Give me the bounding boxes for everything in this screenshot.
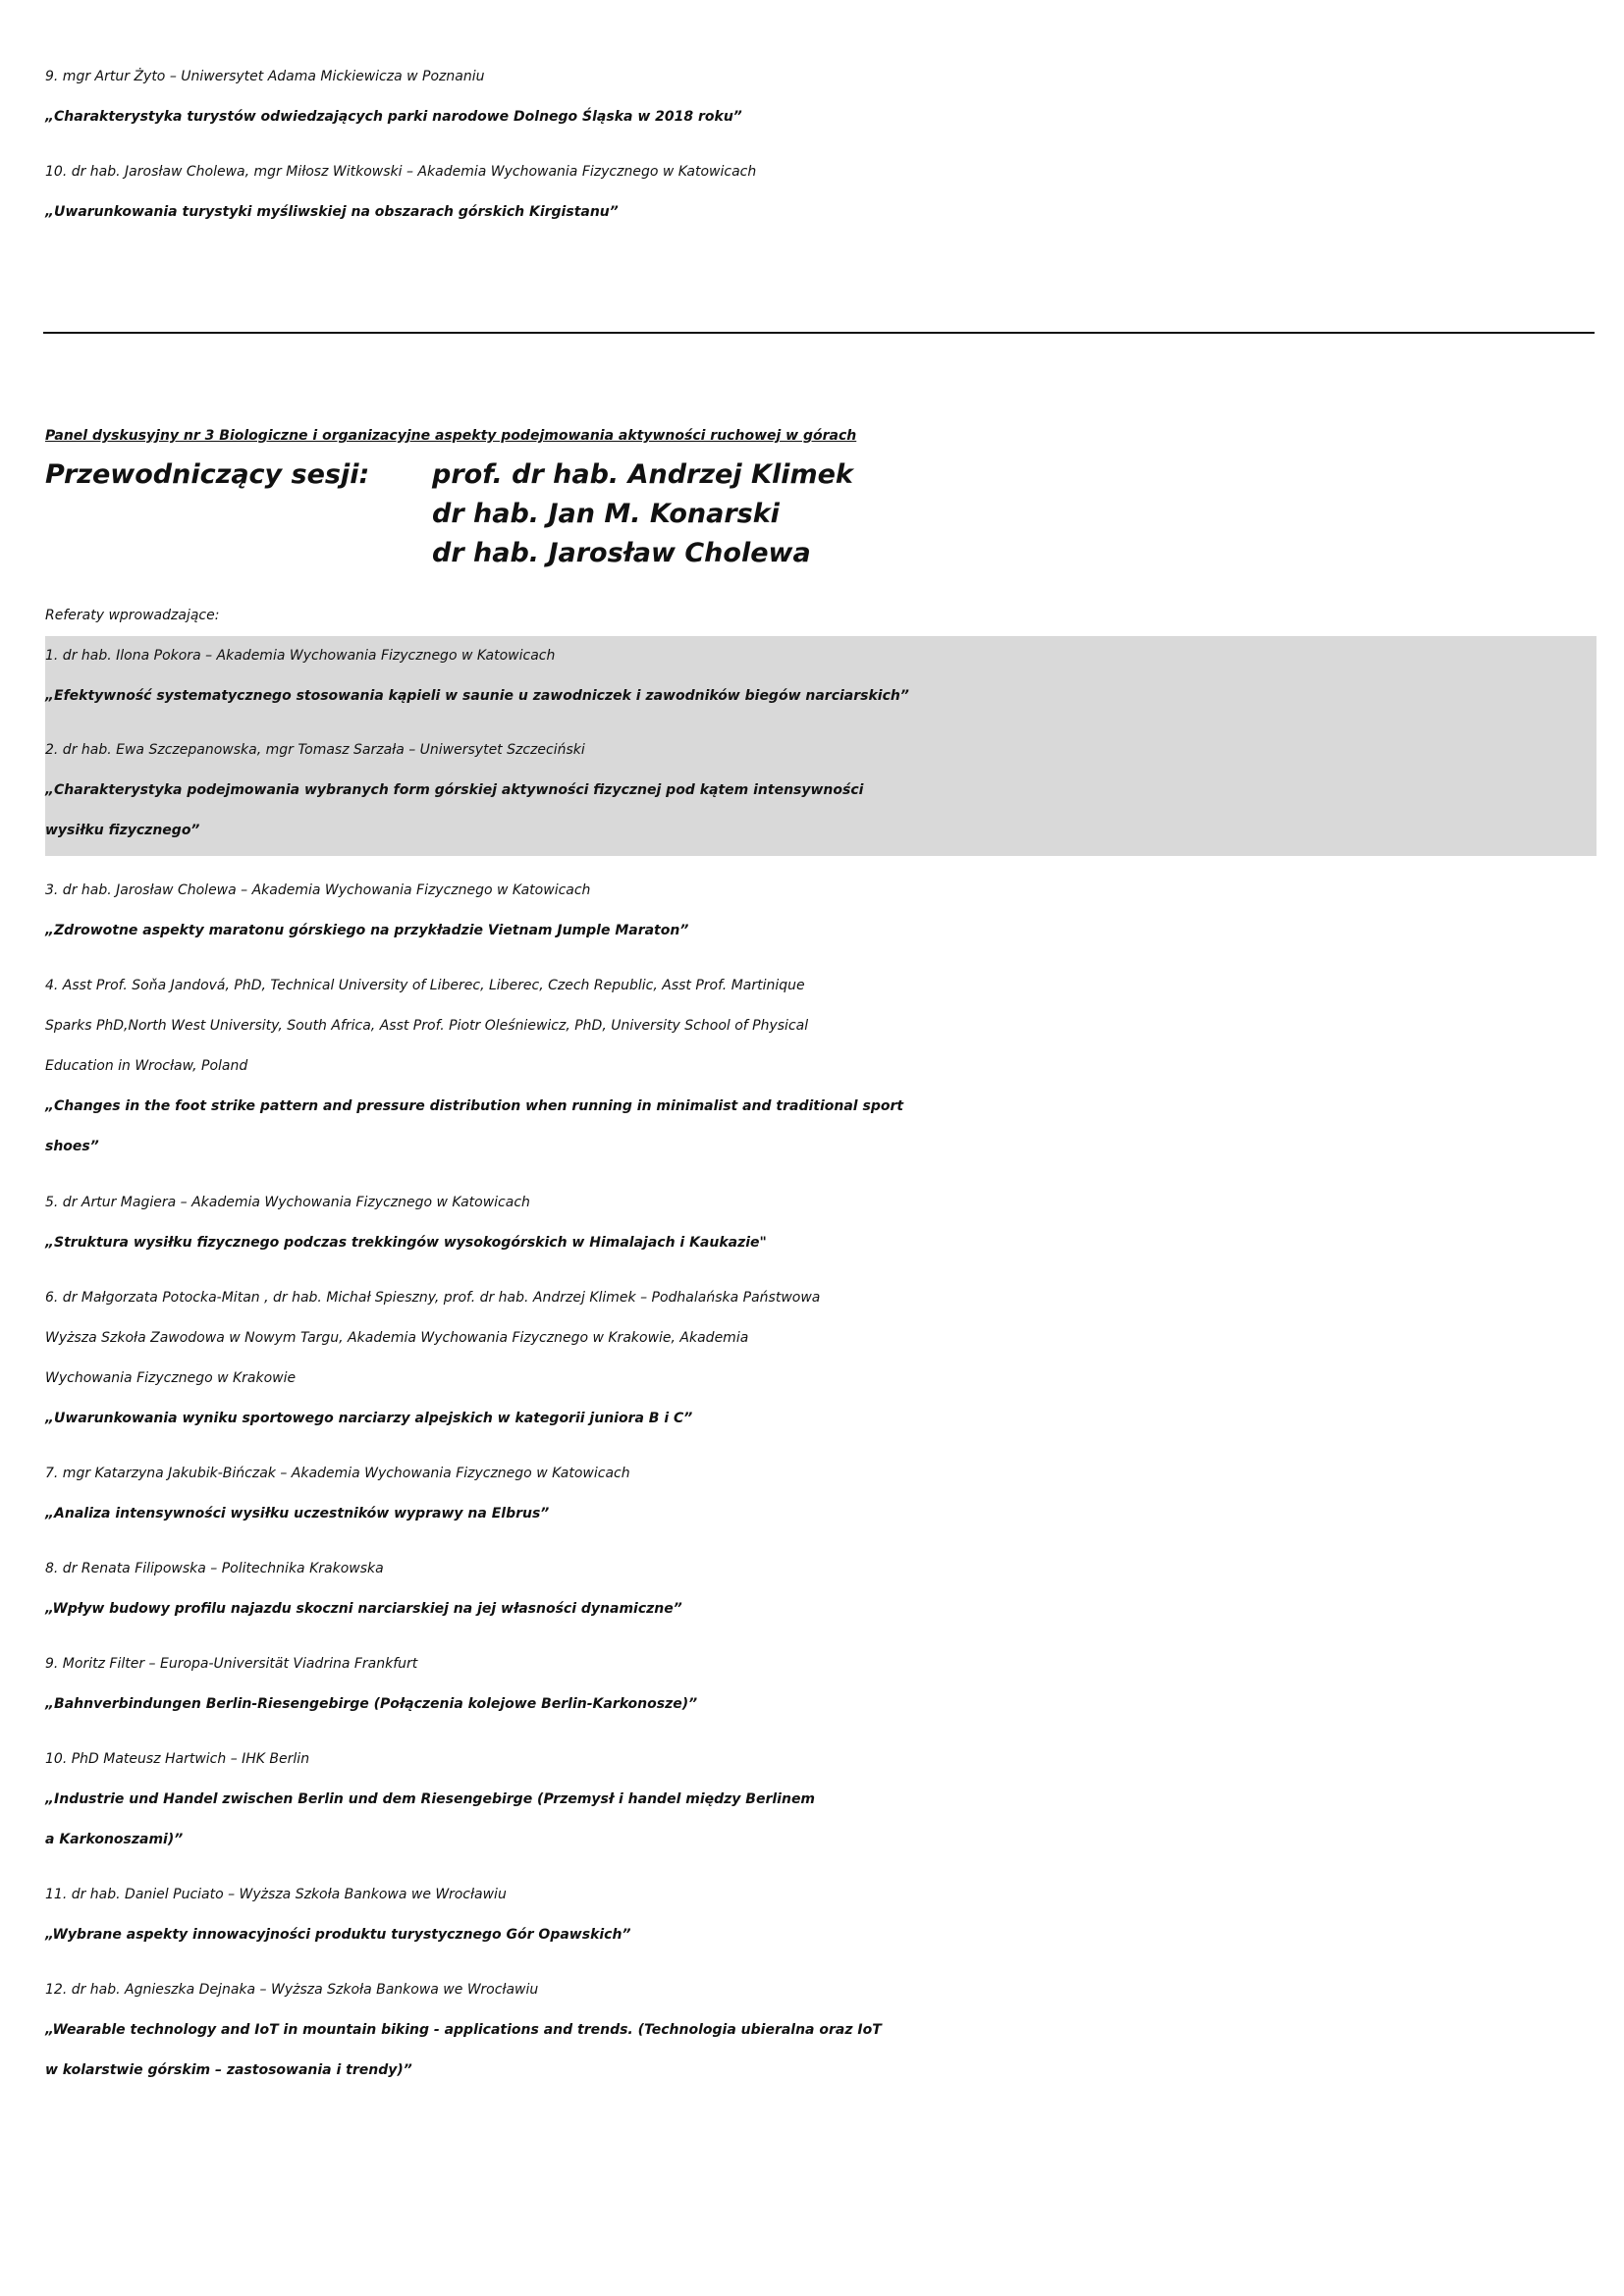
talk-title: „Efektywność systematycznego stosowania kąpieli w saunie u zawodniczek i zawodników biegów narciarskich” [45,688,909,704]
talk-author: 10. dr hab. Jarosław Cholewa, mgr Miłosz Witkowski – Akademia Wychowania Fizycznego w Katowicach [45,164,757,180]
talk-author: 10. PhD Mateusz Hartwich – IHK Berlin [45,1751,310,1767]
talk-item [45,1739,1597,1860]
talk-author: 11. dr hab. Daniel Puciato – Wyższa Szkoła Bankowa we Wrocławiu [45,1887,507,1902]
talk-item [45,1970,1597,2091]
panel-header [45,416,1597,573]
talk-item [45,871,1597,951]
talk-title: „Charakterystyka turystów odwiedzających parki narodowe Dolnego Śląska w 2018 roku” [45,109,742,125]
talk-author: 3. dr hab. Jarosław Cholewa – Akademia Wychowania Fizycznego w Katowicach [45,882,591,898]
intro-label [45,596,1597,636]
talk-title: w kolarstwie górskim – zastosowania i trendy)” [45,2062,412,2078]
talk-title: „Struktura wysiłku fizycznego podczas trekkingów wysokogórskich w Himalajach i Kaukazie" [45,1235,767,1251]
talk-author: 9. Moritz Filter – Europa-Universität Viadrina Frankfurt [45,1656,418,1672]
talk-author: 9. mgr Artur Żyto – Uniwersytet Adama Mickiewicza w Poznaniu [45,69,485,84]
talk-author: Wychowania Fizycznego w Krakowie [45,1370,297,1386]
talk-item [45,1644,1597,1725]
talk-title: „Bahnverbindungen Berlin-Riesengebirge (Połączenia kolejowe Berlin-Karkonosze)” [45,1696,698,1712]
talk-title: „Wearable technology and IoT in mountain biking - applications and trends. (Technologia ubieralna oraz IoT [45,2022,882,2038]
talk-item [45,966,1597,1167]
chair-name: dr hab. Jan M. Konarski [432,499,780,529]
talk-author: 7. mgr Katarzyna Jakubik-Bińczak – Akademia Wychowania Fizycznego w Katowicach [45,1466,630,1481]
talk-author: Education in Wrocław, Poland [45,1058,248,1074]
talk-item [45,1454,1597,1534]
talk-title: „Uwarunkowania wyniku sportowego narciarzy alpejskich w kategorii juniora B i C” [45,1411,693,1426]
chairs-row [45,455,1597,495]
talk-title: „Wpływ budowy profilu najazdu skoczni narciarskiej na jej własności dynamiczne” [45,1601,682,1617]
talk-item [45,1549,1597,1629]
talk-author: 8. dr Renata Filipowska – Politechnika Krakowska [45,1561,384,1576]
talk-title: „Zdrowotne aspekty maratonu górskiego na przykładzie Vietnam Jumple Maraton” [45,923,689,938]
talk-author: 6. dr Małgorzata Potocka-Mitan , dr hab. Michał Spieszny, prof. dr hab. Andrzej Klimek – Podhalańska Państwowa [45,1290,821,1306]
highlighted-talks [45,636,1597,856]
talk-item [45,152,1597,233]
talk-author: Wyższa Szkoła Zawodowa w Nowym Targu, Akademia Wychowania Fizycznego w Krakowie, Akademia [45,1330,749,1346]
talk-item [45,57,1597,137]
chair-name: prof. dr hab. Andrzej Klimek [432,459,853,490]
intro-label-text: Referaty wprowadzające: [45,608,220,623]
talk-author: 5. dr Artur Magiera – Akademia Wychowania Fizycznego w Katowicach [45,1195,530,1210]
talk-author: 12. dr hab. Agnieszka Dejnaka – Wyższa Szkoła Bankowa we Wrocławiu [45,1982,539,1998]
talk-author: 2. dr hab. Ewa Szczepanowska, mgr Tomasz Sarzała – Uniwersytet Szczeciński [45,742,585,758]
talk-item [45,730,1597,851]
talk-title: „Charakterystyka podejmowania wybranych form górskiej aktywności fizycznej pod kątem intensywności [45,782,864,798]
talk-title: „Industrie und Handel zwischen Berlin und dem Riesengebirge (Przemysł i handel między Berlinem [45,1791,816,1807]
talk-title: shoes” [45,1139,99,1154]
talk-title: „Wybrane aspekty innowacyjności produktu turystycznego Gór Opawskich” [45,1927,631,1943]
section-divider [43,332,1595,334]
panel-heading: Panel dyskusyjny nr 3 Biologiczne i organizacyjne aspekty podejmowania aktywności ruchowej w górach [45,428,857,444]
talk-title: wysiłku fizycznego” [45,823,200,838]
talk-author: 4. Asst Prof. Soňa Jandová, PhD, Technical University of Liberec, Liberec, Czech Republic, Asst Prof. Martinique [45,978,805,993]
talk-title: „Changes in the foot strike pattern and pressure distribution when running in minimalist and traditional sport [45,1098,904,1114]
talk-item [45,636,1597,717]
talk-item [45,1278,1597,1439]
talk-title: „Uwarunkowania turystyki myśliwskiej na obszarach górskich Kirgistanu” [45,204,619,220]
talk-item [45,1875,1597,1955]
talk-title: „Analiza intensywności wysiłku uczestników wyprawy na Elbrus” [45,1506,550,1522]
talk-author: Sparks PhD,North West University, South Africa, Asst Prof. Piotr Oleśniewicz, PhD, University School of Physical [45,1018,809,1034]
talk-author: 1. dr hab. Ilona Pokora – Akademia Wychowania Fizycznego w Katowicach [45,648,556,664]
chairs-label: Przewodniczący sesji: [45,459,370,490]
chair-name: dr hab. Jarosław Cholewa [432,538,811,568]
chairs-row [45,495,1597,534]
chairs-row [45,534,1597,573]
talk-title: a Karkonoszami)” [45,1832,184,1847]
talk-item [45,1183,1597,1263]
